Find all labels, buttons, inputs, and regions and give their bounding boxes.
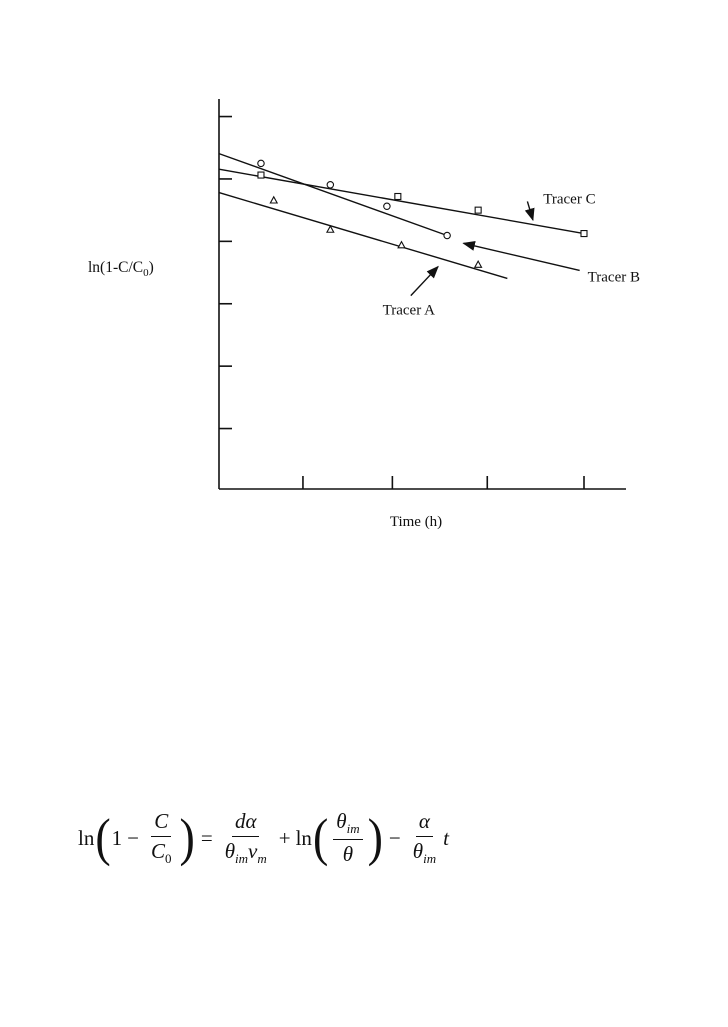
tracer-b-point-1	[258, 160, 264, 166]
eq-term1	[222, 809, 270, 867]
eq-term1-den: $\theta_{im}v_m$	[224, 839, 267, 866]
axes	[219, 99, 626, 489]
eq-term3-num: α	[416, 809, 433, 837]
tracer-c-point-3	[475, 207, 481, 213]
tracer-a-point-4	[475, 261, 482, 267]
tracer-b-label: Tracer B	[587, 269, 641, 286]
tracer-c-arrow	[527, 201, 533, 219]
eq-t: t	[443, 825, 449, 850]
eq-paren-close: )	[179, 808, 195, 867]
equation	[78, 808, 449, 868]
eq-equals: =	[200, 825, 213, 850]
eq-paren2-close: )	[367, 808, 383, 867]
tracer-b-point-2	[327, 182, 333, 188]
eq-plus: +	[278, 825, 291, 850]
eq-term3-den: $\theta_{im}$	[412, 839, 437, 866]
data-points	[258, 160, 587, 267]
tracer-a-arrow	[411, 267, 438, 296]
tracer-a-label: Tracer A	[382, 302, 435, 319]
x-axis-label: Time (h)	[389, 514, 443, 530]
eq-term2-num: $\theta_{im}$	[333, 809, 362, 840]
eq-frac-c-c0	[148, 809, 175, 867]
y-axis-label: $\ln(1-C/C_0)$	[88, 259, 154, 279]
tracer-c-point-4	[581, 231, 587, 237]
eq-ln: ln	[78, 825, 95, 850]
eq-ln2: ln	[295, 825, 312, 850]
eq-minus: −	[127, 825, 140, 850]
eq-term3	[410, 809, 439, 867]
eq-term2	[333, 809, 362, 867]
tracer-a-point-1	[270, 197, 277, 203]
annotations	[383, 191, 640, 318]
eq-c: C	[151, 809, 171, 837]
tracer-c-point-1	[258, 172, 264, 178]
tracer-a-point-3	[398, 242, 405, 248]
tracer-c-label: Tracer C	[543, 191, 596, 208]
eq-minus2: −	[388, 825, 401, 850]
eq-one: 1	[111, 825, 123, 850]
eq-term1-num: dα	[232, 809, 260, 837]
tracer-c-point-2	[395, 194, 401, 200]
tracer-b-point-4	[444, 232, 450, 238]
eq-term2-den: θ	[342, 842, 354, 866]
eq-paren2-open: (	[312, 808, 329, 867]
eq-paren-open: (	[95, 808, 111, 867]
tracer-b-point-3	[384, 203, 390, 209]
tracer-b-fit-line	[219, 154, 447, 236]
eq-c0: $C_0$	[151, 839, 172, 866]
fit-lines	[219, 154, 584, 279]
